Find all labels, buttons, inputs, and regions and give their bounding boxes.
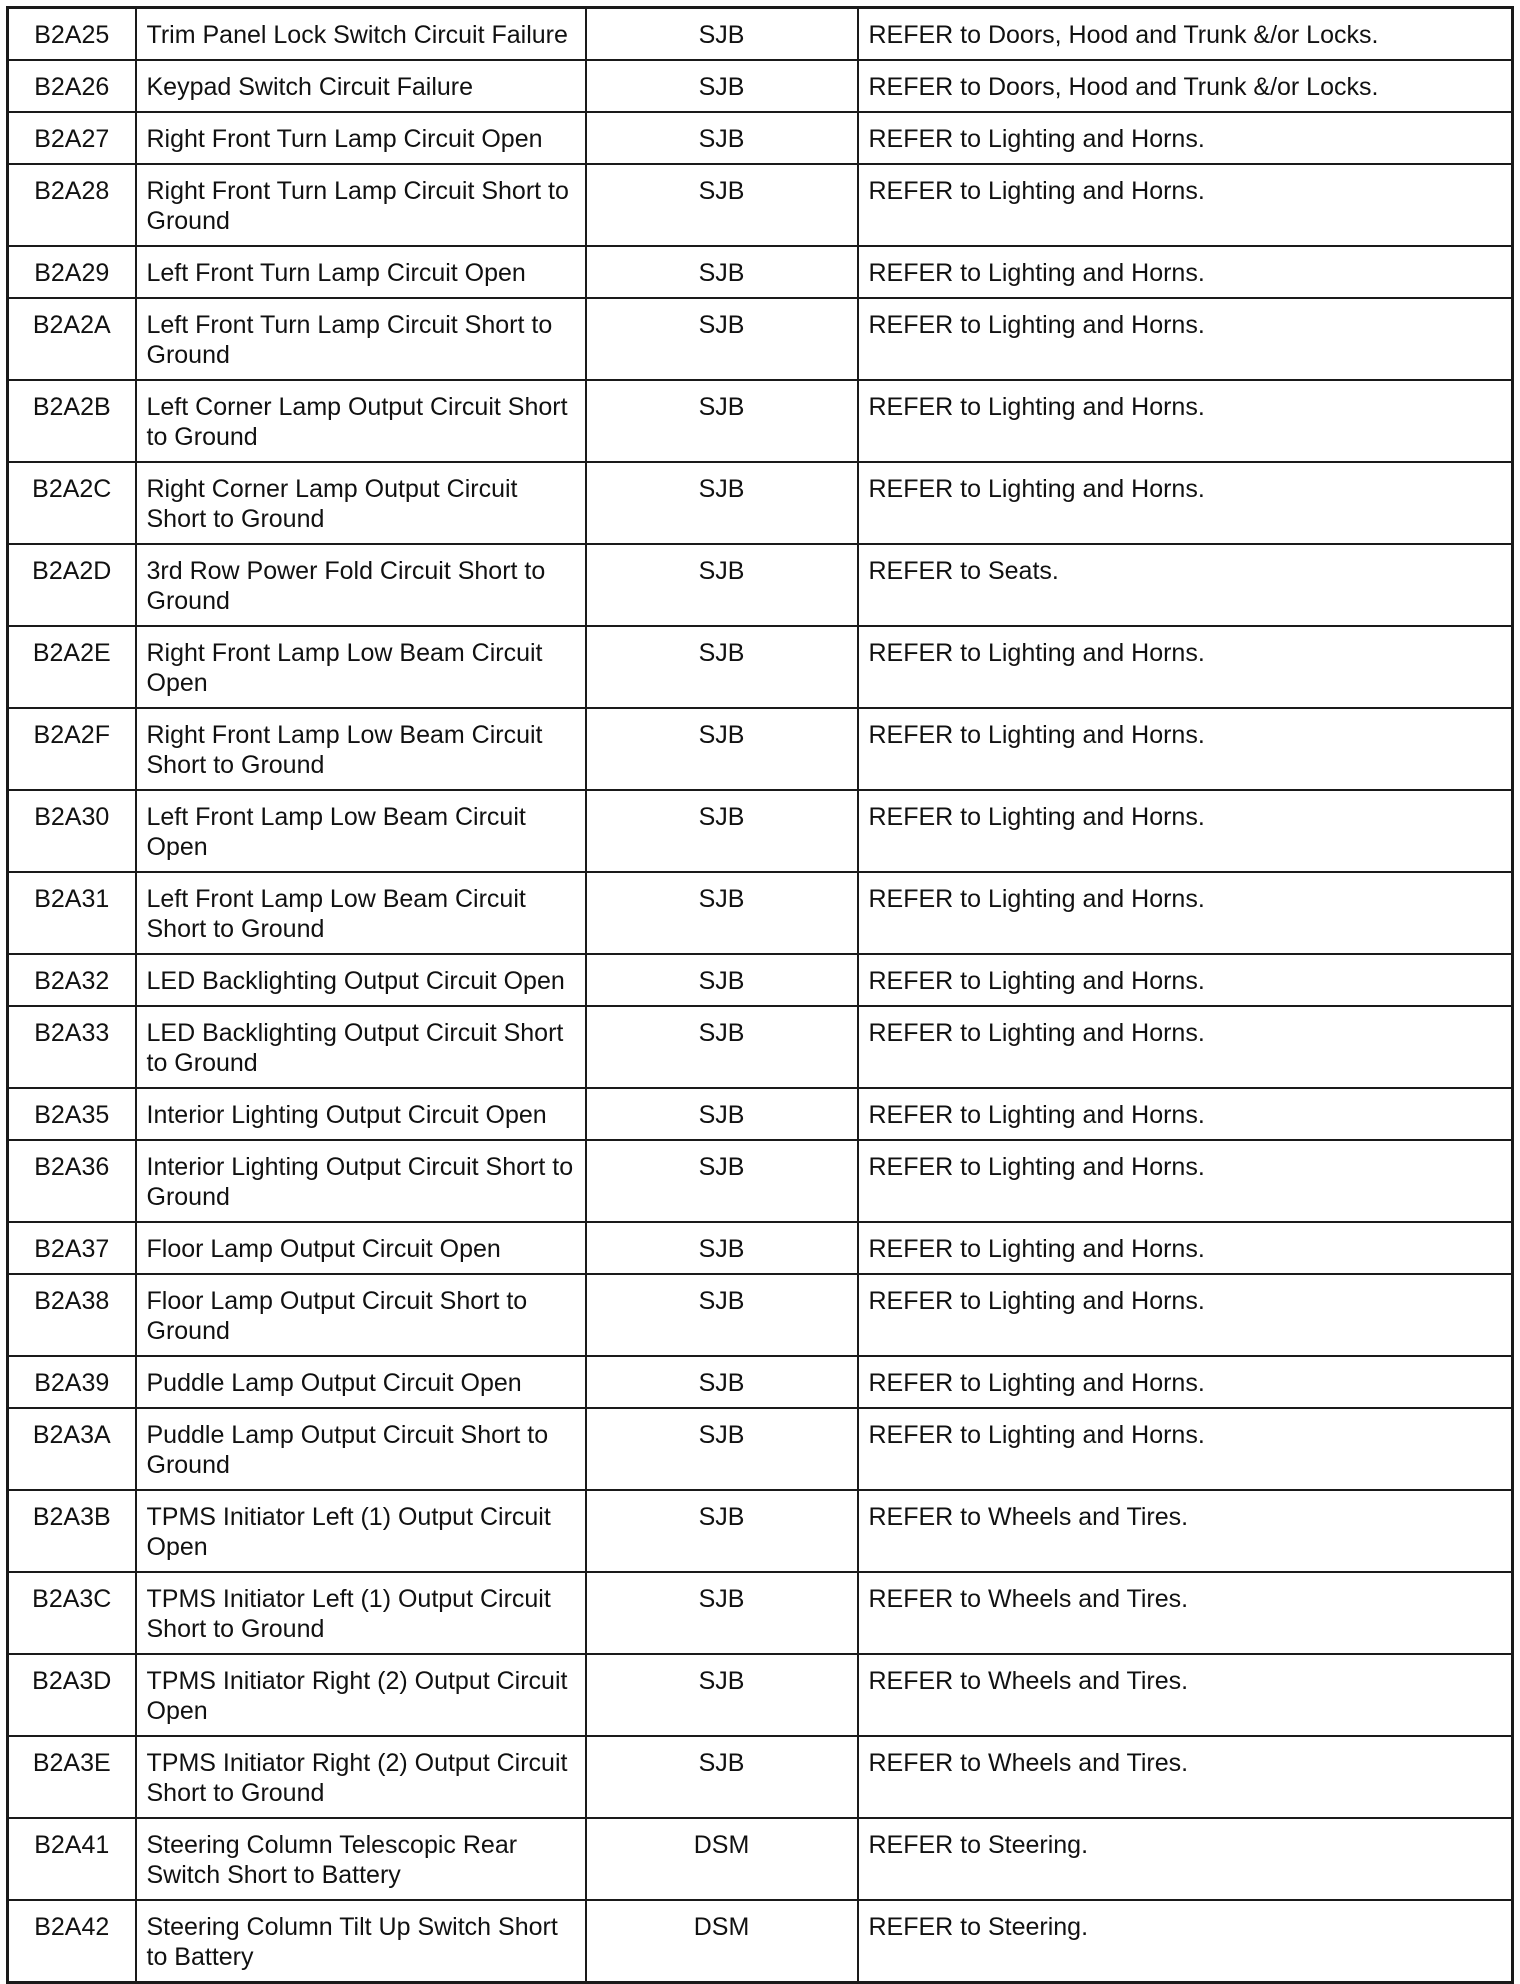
dtc-code-cell: B2A3D xyxy=(8,1654,136,1736)
dtc-code-cell: B2A35 xyxy=(8,1088,136,1140)
dtc-code-cell: B2A2D xyxy=(8,544,136,626)
description-cell: Keypad Switch Circuit Failure xyxy=(136,60,586,112)
table-row xyxy=(8,872,1513,954)
module-cell: SJB xyxy=(586,60,858,112)
action-cell: REFER to Lighting and Horns. xyxy=(858,1222,1513,1274)
description-cell: TPMS Initiator Left (1) Output Circuit Short to Ground xyxy=(136,1572,586,1654)
dtc-table-body xyxy=(8,8,1513,1983)
module-cell: SJB xyxy=(586,626,858,708)
dtc-code-cell: B2A28 xyxy=(8,164,136,246)
action-cell: REFER to Lighting and Horns. xyxy=(858,626,1513,708)
description-cell: Left Front Lamp Low Beam Circuit Short to Ground xyxy=(136,872,586,954)
dtc-code-cell: B2A41 xyxy=(8,1818,136,1900)
description-cell: Trim Panel Lock Switch Circuit Failure xyxy=(136,8,586,61)
table-row xyxy=(8,164,1513,246)
table-row xyxy=(8,1654,1513,1736)
dtc-code-cell: B2A2F xyxy=(8,708,136,790)
action-cell: REFER to Wheels and Tires. xyxy=(858,1736,1513,1818)
table-row xyxy=(8,298,1513,380)
table-row xyxy=(8,380,1513,462)
action-cell: REFER to Seats. xyxy=(858,544,1513,626)
module-cell: SJB xyxy=(586,112,858,164)
table-row xyxy=(8,246,1513,298)
description-cell: Left Front Lamp Low Beam Circuit Open xyxy=(136,790,586,872)
dtc-code-cell: B2A31 xyxy=(8,872,136,954)
action-cell: REFER to Lighting and Horns. xyxy=(858,790,1513,872)
module-cell: SJB xyxy=(586,298,858,380)
module-cell: SJB xyxy=(586,1572,858,1654)
dtc-code-cell: B2A2A xyxy=(8,298,136,380)
table-row xyxy=(8,708,1513,790)
dtc-code-cell: B2A26 xyxy=(8,60,136,112)
description-cell: Left Front Turn Lamp Circuit Open xyxy=(136,246,586,298)
module-cell: SJB xyxy=(586,1490,858,1572)
module-cell: SJB xyxy=(586,1222,858,1274)
table-row xyxy=(8,790,1513,872)
description-cell: TPMS Initiator Right (2) Output Circuit Open xyxy=(136,1654,586,1736)
module-cell: SJB xyxy=(586,954,858,1006)
action-cell: REFER to Lighting and Horns. xyxy=(858,1408,1513,1490)
dtc-code-cell: B2A25 xyxy=(8,8,136,61)
action-cell: REFER to Doors, Hood and Trunk &/or Locks. xyxy=(858,60,1513,112)
module-cell: SJB xyxy=(586,544,858,626)
table-row xyxy=(8,60,1513,112)
module-cell: DSM xyxy=(586,1818,858,1900)
description-cell: Right Front Lamp Low Beam Circuit Open xyxy=(136,626,586,708)
dtc-code-cell: B2A2B xyxy=(8,380,136,462)
action-cell: REFER to Lighting and Horns. xyxy=(858,164,1513,246)
module-cell: SJB xyxy=(586,164,858,246)
description-cell: Floor Lamp Output Circuit Short to Ground xyxy=(136,1274,586,1356)
module-cell: SJB xyxy=(586,1088,858,1140)
table-row xyxy=(8,1900,1513,1983)
module-cell: SJB xyxy=(586,1408,858,1490)
description-cell: Right Front Turn Lamp Circuit Open xyxy=(136,112,586,164)
dtc-code-cell: B2A3B xyxy=(8,1490,136,1572)
action-cell: REFER to Steering. xyxy=(858,1900,1513,1983)
action-cell: REFER to Lighting and Horns. xyxy=(858,462,1513,544)
action-cell: REFER to Lighting and Horns. xyxy=(858,1140,1513,1222)
description-cell: LED Backlighting Output Circuit Short to Ground xyxy=(136,1006,586,1088)
description-cell: Interior Lighting Output Circuit Open xyxy=(136,1088,586,1140)
dtc-code-cell: B2A42 xyxy=(8,1900,136,1983)
action-cell: REFER to Lighting and Horns. xyxy=(858,954,1513,1006)
table-row xyxy=(8,1736,1513,1818)
module-cell: SJB xyxy=(586,790,858,872)
table-row xyxy=(8,462,1513,544)
description-cell: Left Front Turn Lamp Circuit Short to Ground xyxy=(136,298,586,380)
dtc-code-cell: B2A3E xyxy=(8,1736,136,1818)
action-cell: REFER to Lighting and Horns. xyxy=(858,380,1513,462)
table-row xyxy=(8,1140,1513,1222)
description-cell: Puddle Lamp Output Circuit Open xyxy=(136,1356,586,1408)
description-cell: Steering Column Tilt Up Switch Short to Battery xyxy=(136,1900,586,1983)
description-cell: Floor Lamp Output Circuit Open xyxy=(136,1222,586,1274)
dtc-code-cell: B2A39 xyxy=(8,1356,136,1408)
action-cell: REFER to Wheels and Tires. xyxy=(858,1572,1513,1654)
table-row xyxy=(8,1222,1513,1274)
module-cell: SJB xyxy=(586,1654,858,1736)
action-cell: REFER to Lighting and Horns. xyxy=(858,708,1513,790)
dtc-code-cell: B2A30 xyxy=(8,790,136,872)
table-row xyxy=(8,1572,1513,1654)
description-cell: Right Front Lamp Low Beam Circuit Short to Ground xyxy=(136,708,586,790)
module-cell: SJB xyxy=(586,708,858,790)
dtc-table xyxy=(6,6,1514,1984)
module-cell: SJB xyxy=(586,462,858,544)
dtc-code-cell: B2A33 xyxy=(8,1006,136,1088)
description-cell: TPMS Initiator Left (1) Output Circuit Open xyxy=(136,1490,586,1572)
table-row xyxy=(8,954,1513,1006)
action-cell: REFER to Lighting and Horns. xyxy=(858,1088,1513,1140)
module-cell: SJB xyxy=(586,1140,858,1222)
description-cell: LED Backlighting Output Circuit Open xyxy=(136,954,586,1006)
module-cell: SJB xyxy=(586,8,858,61)
table-row xyxy=(8,1088,1513,1140)
description-cell: Puddle Lamp Output Circuit Short to Ground xyxy=(136,1408,586,1490)
description-cell: Right Corner Lamp Output Circuit Short to Ground xyxy=(136,462,586,544)
dtc-code-cell: B2A2C xyxy=(8,462,136,544)
module-cell: SJB xyxy=(586,872,858,954)
dtc-code-cell: B2A32 xyxy=(8,954,136,1006)
dtc-code-cell: B2A27 xyxy=(8,112,136,164)
table-row xyxy=(8,1408,1513,1490)
table-row xyxy=(8,1274,1513,1356)
action-cell: REFER to Lighting and Horns. xyxy=(858,872,1513,954)
table-row xyxy=(8,1356,1513,1408)
action-cell: REFER to Lighting and Horns. xyxy=(858,1356,1513,1408)
table-row xyxy=(8,1818,1513,1900)
module-cell: SJB xyxy=(586,380,858,462)
dtc-code-cell: B2A3A xyxy=(8,1408,136,1490)
table-row xyxy=(8,626,1513,708)
table-row xyxy=(8,1006,1513,1088)
dtc-code-cell: B2A38 xyxy=(8,1274,136,1356)
action-cell: REFER to Wheels and Tires. xyxy=(858,1654,1513,1736)
description-cell: Left Corner Lamp Output Circuit Short to Ground xyxy=(136,380,586,462)
action-cell: REFER to Lighting and Horns. xyxy=(858,112,1513,164)
module-cell: SJB xyxy=(586,1736,858,1818)
module-cell: SJB xyxy=(586,246,858,298)
module-cell: SJB xyxy=(586,1006,858,1088)
table-row xyxy=(8,544,1513,626)
description-cell: 3rd Row Power Fold Circuit Short to Ground xyxy=(136,544,586,626)
dtc-code-cell: B2A37 xyxy=(8,1222,136,1274)
action-cell: REFER to Lighting and Horns. xyxy=(858,246,1513,298)
module-cell: SJB xyxy=(586,1356,858,1408)
module-cell: DSM xyxy=(586,1900,858,1983)
table-row xyxy=(8,1490,1513,1572)
dtc-code-cell: B2A29 xyxy=(8,246,136,298)
action-cell: REFER to Doors, Hood and Trunk &/or Locks. xyxy=(858,8,1513,61)
description-cell: Steering Column Telescopic Rear Switch Short to Battery xyxy=(136,1818,586,1900)
action-cell: REFER to Lighting and Horns. xyxy=(858,1006,1513,1088)
dtc-code-cell: B2A3C xyxy=(8,1572,136,1654)
action-cell: REFER to Wheels and Tires. xyxy=(858,1490,1513,1572)
description-cell: Interior Lighting Output Circuit Short to Ground xyxy=(136,1140,586,1222)
description-cell: TPMS Initiator Right (2) Output Circuit Short to Ground xyxy=(136,1736,586,1818)
table-row xyxy=(8,8,1513,61)
description-cell: Right Front Turn Lamp Circuit Short to Ground xyxy=(136,164,586,246)
action-cell: REFER to Steering. xyxy=(858,1818,1513,1900)
action-cell: REFER to Lighting and Horns. xyxy=(858,1274,1513,1356)
dtc-code-cell: B2A2E xyxy=(8,626,136,708)
action-cell: REFER to Lighting and Horns. xyxy=(858,298,1513,380)
module-cell: SJB xyxy=(586,1274,858,1356)
dtc-code-cell: B2A36 xyxy=(8,1140,136,1222)
table-row xyxy=(8,112,1513,164)
